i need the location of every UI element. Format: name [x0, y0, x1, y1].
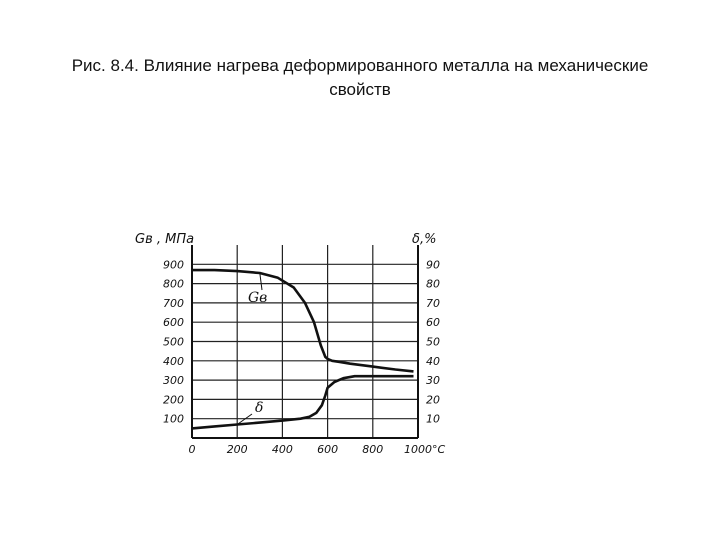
x-tick-label: 0: [188, 443, 196, 456]
y-left-tick-label: 600: [163, 316, 184, 330]
y-left-tick-label: 200: [163, 393, 184, 407]
caption-line-1: Рис. 8.4. Влияние нагрева деформированного металла на механические: [71, 56, 649, 75]
y-left-tick-label: 900: [163, 258, 184, 272]
y-right-tick-label: 60: [426, 316, 440, 330]
y-right-tick-label: 70: [426, 296, 440, 310]
series-line-1: [192, 376, 414, 428]
x-tick-label: 800: [362, 443, 384, 456]
y-right-tick-label: 80: [426, 277, 440, 291]
x-tick-label: 600: [317, 443, 339, 456]
series-label: δ: [255, 400, 264, 416]
y-left-tick-label: 300: [163, 374, 184, 388]
x-tick-label: 1000°C: [404, 443, 446, 456]
x-tick-label: 400: [271, 443, 293, 456]
y-right-tick-label: 40: [426, 354, 440, 368]
leader-line-0: [260, 273, 262, 290]
y-right-tick-label: 90: [426, 258, 440, 272]
y-left-tick-label: 400: [163, 354, 184, 368]
y-left-tick-label: 700: [163, 296, 184, 310]
caption-line-2: свойств: [329, 80, 391, 99]
y-right-tick-label: 20: [426, 393, 440, 407]
right-axis-label: δ,%: [412, 232, 437, 247]
y-left-tick-label: 500: [163, 335, 184, 349]
series-line-0: [192, 270, 414, 371]
series-label: Gв: [248, 290, 268, 306]
y-left-tick-label: 800: [163, 277, 184, 291]
y-right-tick-label: 30: [426, 374, 440, 388]
left-axis-label: Gв , МПа: [135, 232, 195, 247]
y-left-tick-label: 100: [163, 412, 184, 426]
y-right-tick-label: 50: [426, 335, 440, 349]
x-tick-label: 200: [226, 443, 248, 456]
y-right-tick-label: 10: [426, 412, 440, 426]
